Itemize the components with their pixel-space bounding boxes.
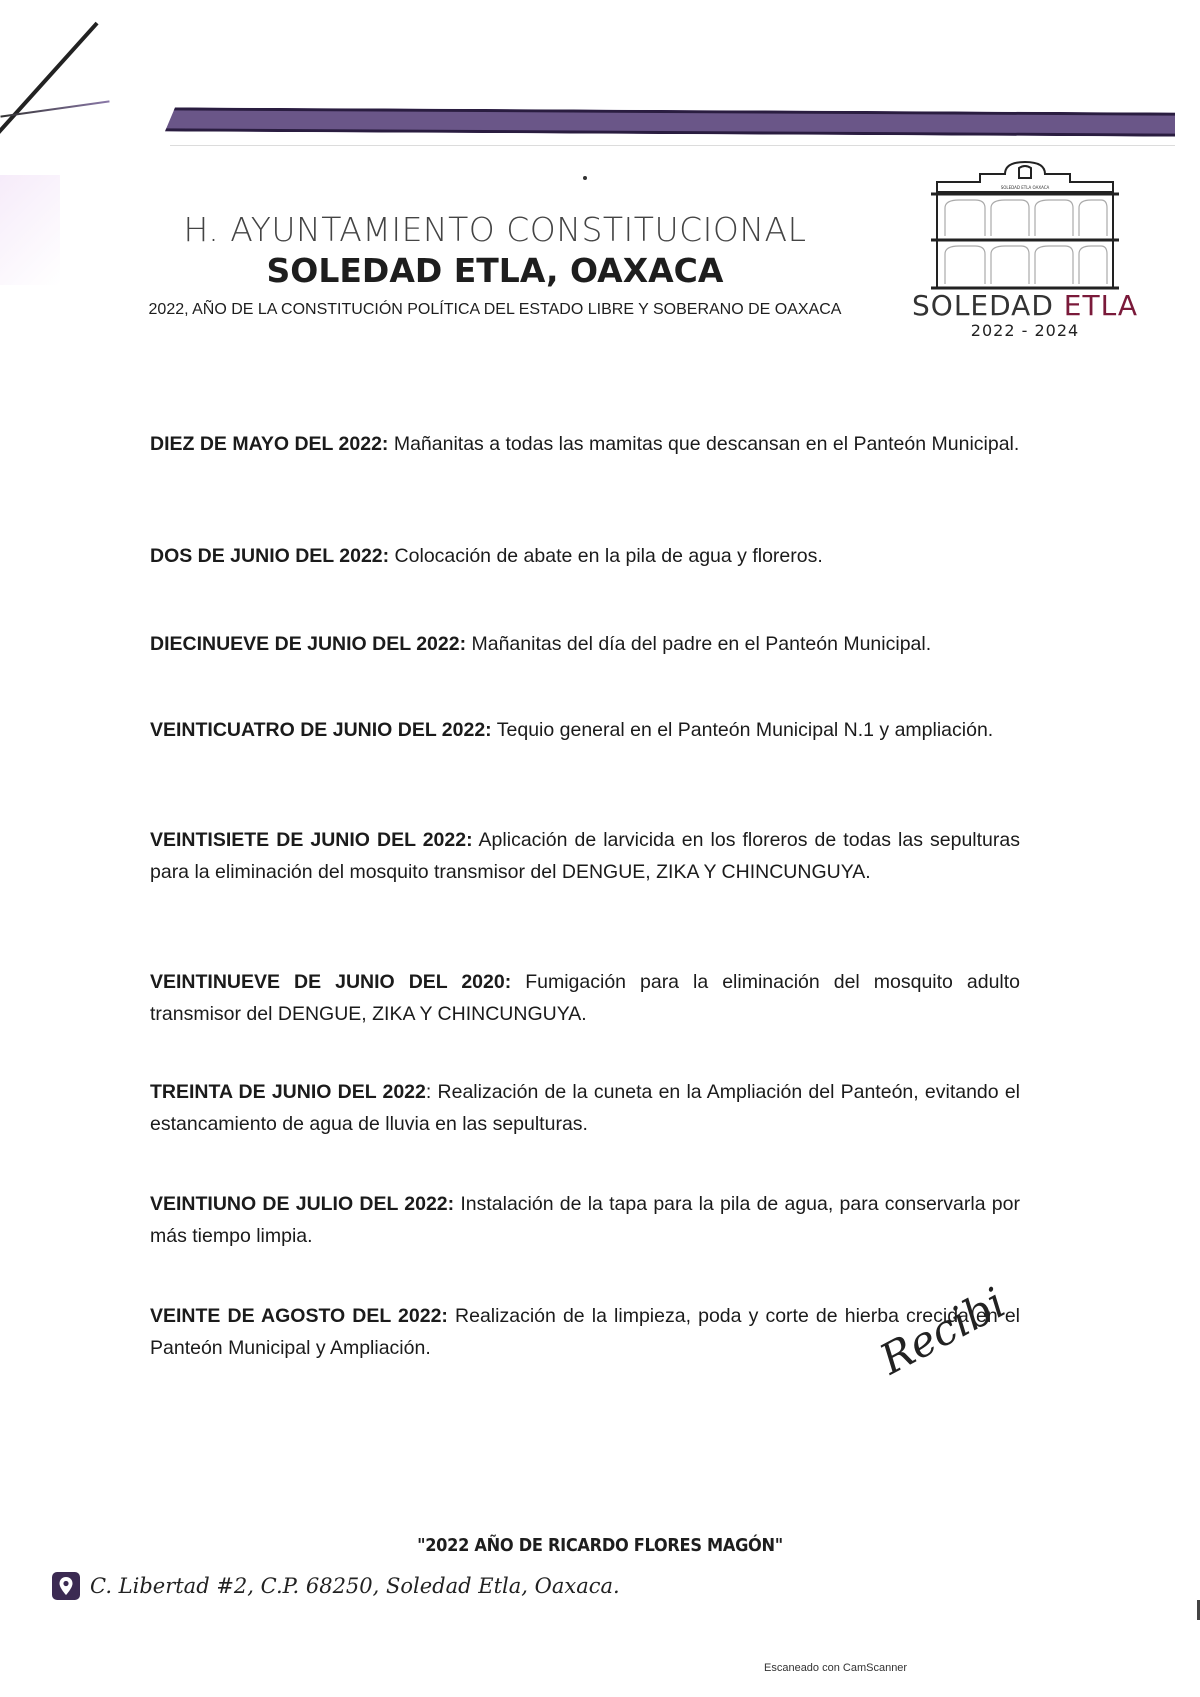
handwritten-received-note: Recibi xyxy=(871,1277,1014,1384)
footer-motto: "2022 AÑO DE RICARDO FLORES MAGÓN" xyxy=(417,1535,783,1556)
letterhead-motto: 2022, AÑO DE LA CONSTITUCIÓN POLÍTICA DEL ESTADO LIBRE Y SOBERANO DE OAXACA xyxy=(148,301,842,318)
entry-date: DIECINUEVE DE JUNIO DEL 2022: xyxy=(150,633,467,655)
activity-entry xyxy=(150,824,1020,888)
entry-text: Fumigación para la eliminación del mosquito adulto transmisor del DENGUE, ZIKA Y CHINCUNGUYA. xyxy=(150,971,1021,1025)
entry-date: VEINTE DE AGOSTO DEL 2022: xyxy=(150,1305,448,1327)
entry-date: VEINTISIETE DE JUNIO DEL 2022: xyxy=(150,829,473,851)
stray-mark xyxy=(583,176,587,180)
entry-text: Instalación de la tapa para la pila de agua, para conservarla por más tiempo limpia. xyxy=(150,1193,1020,1247)
entry-date: VEINTIUNO DE JULIO DEL 2022: xyxy=(150,1193,455,1215)
location-pin-icon xyxy=(52,1572,80,1600)
logo-name-accent: ETLA xyxy=(1063,289,1138,322)
activity-entry xyxy=(150,628,1020,660)
activity-entry xyxy=(150,1188,1020,1252)
scanner-watermark: Escaneado con CamScanner xyxy=(764,1662,908,1674)
entry-date: DOS DE JUNIO DEL 2022: xyxy=(150,545,390,567)
entry-text: Aplicación de larvicida en los floreros de todas las sepulturas para la eliminación del mosquito transmisor del DENGUE, ZIKA Y CHINCUNGUYA. xyxy=(150,829,1020,883)
entry-text: Mañanitas del día del padre en el Panteón Municipal. xyxy=(466,633,932,655)
logo-name-part1: SOLEDAD xyxy=(912,289,1064,322)
letterhead-title: H. AYUNTAMIENTO CONSTITUCIONAL xyxy=(183,210,807,249)
letterhead-subtitle: SOLEDAD ETLA, OAXACA xyxy=(266,251,724,290)
activity-entry xyxy=(150,714,1020,746)
town-hall-building-icon xyxy=(925,160,1125,295)
activity-entry xyxy=(150,966,1020,1030)
letterhead-band xyxy=(165,107,1175,136)
entry-text: Colocación de abate en la pila de agua y floreros. xyxy=(389,545,823,567)
activity-entry xyxy=(150,428,1020,460)
entry-date: VEINTINUEVE DE JUNIO DEL 2020: xyxy=(150,971,512,993)
entry-date: TREINTA DE JUNIO DEL 2022 xyxy=(150,1081,426,1103)
footer-address xyxy=(52,1572,620,1600)
scan-edge-shadow xyxy=(0,175,60,285)
letterhead-rule xyxy=(170,145,1175,146)
entry-text: Realización de la limpieza, poda y corte de hierba crecida en el Panteón Municipal y Ampliación. xyxy=(150,1305,1020,1359)
address-text: C. Libertad #2, C.P. 68250, Soledad Etla, Oaxaca. xyxy=(90,1574,620,1598)
municipal-logo xyxy=(910,160,1140,350)
logo-name xyxy=(910,291,1140,321)
entry-date: VEINTICUATRO DE JUNIO DEL 2022: xyxy=(150,719,492,741)
logo-building-caption: SOLEDAD ETLA OAXACA xyxy=(1000,185,1050,190)
activity-entry xyxy=(150,1076,1020,1140)
entry-text: Mañanitas a todas las mamitas que descansan en el Panteón Municipal. xyxy=(388,433,1020,455)
entry-date: DIEZ DE MAYO DEL 2022: xyxy=(150,433,389,455)
activity-entry xyxy=(150,540,1020,572)
scan-edge-line xyxy=(0,22,99,144)
letterhead-header xyxy=(135,210,855,320)
logo-years: 2022 - 2024 xyxy=(970,321,1080,340)
entry-text: Tequio general en el Panteón Municipal N.1 y ampliación. xyxy=(491,719,994,741)
entry-text: : Realización de la cuneta en la Ampliación del Panteón, evitando el estancamiento de agua de lluvia en las sepulturas. xyxy=(150,1081,1021,1135)
